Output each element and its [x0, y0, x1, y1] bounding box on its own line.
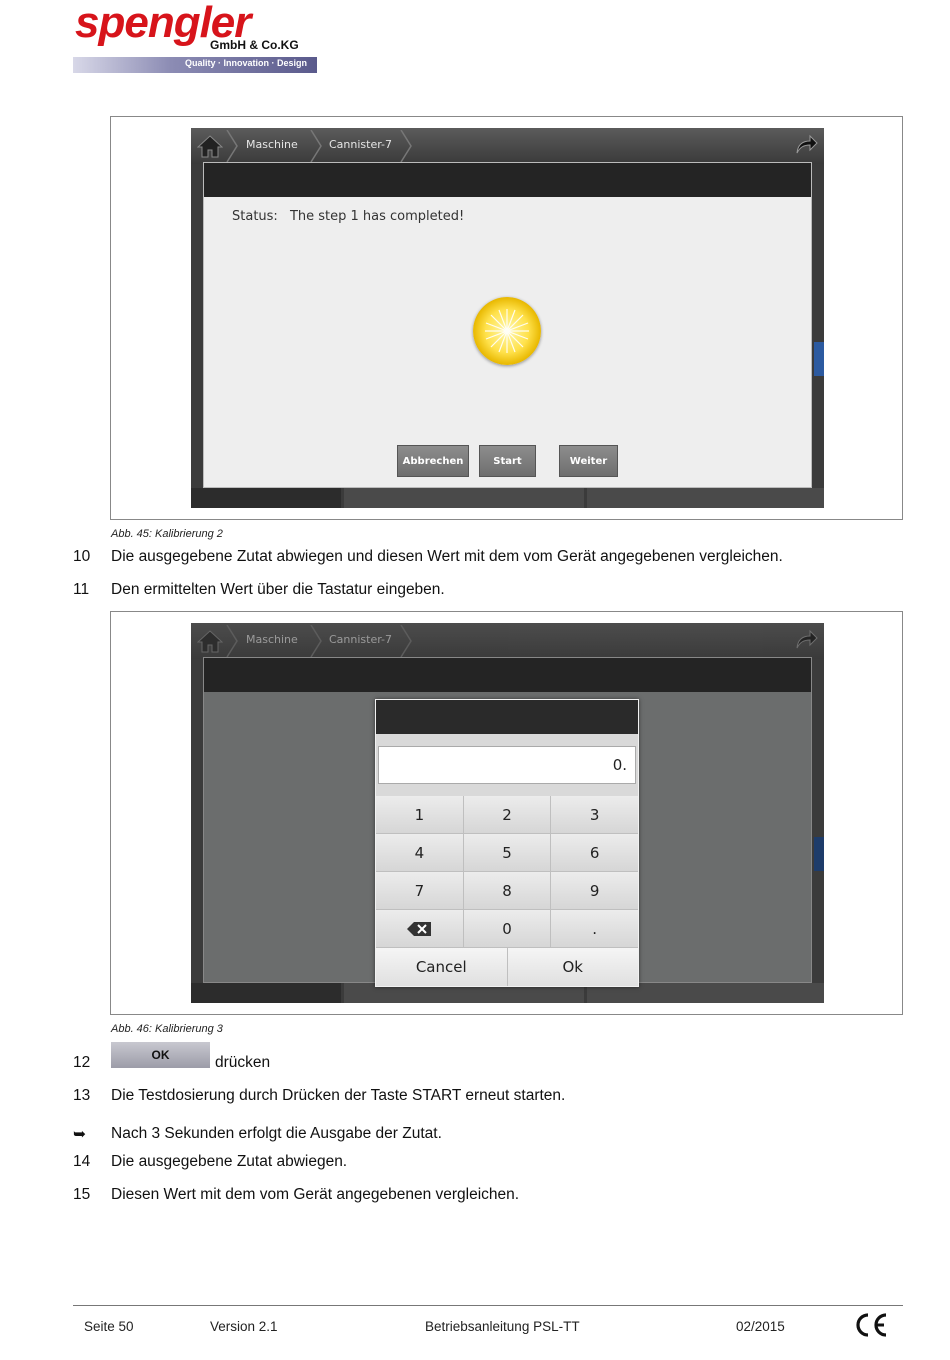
chevron-right-icon	[225, 130, 239, 162]
chevron-right-icon	[399, 130, 413, 162]
logo-wordmark: spengler	[75, 0, 251, 47]
step-text: Die ausgegebene Zutat abwiegen.	[111, 1153, 348, 1170]
key-1[interactable]: 1	[376, 796, 464, 833]
home-icon[interactable]	[197, 134, 223, 158]
key-8[interactable]: 8	[464, 872, 552, 909]
backspace-key[interactable]	[376, 910, 464, 947]
ce-mark-icon	[853, 1311, 889, 1339]
home-icon[interactable]	[197, 629, 223, 653]
dialog-header	[204, 658, 811, 692]
figure-caption: Abb. 45: Kalibrierung 2	[111, 528, 223, 540]
backspace-icon	[406, 921, 432, 937]
step-text: Die Testdosierung durch Drücken der Taste START erneut starten.	[111, 1087, 566, 1104]
step-text: Diesen Wert mit dem vom Gerät angegebenen vergleichen.	[111, 1186, 520, 1203]
device-screen	[191, 623, 824, 1003]
key-7[interactable]: 7	[376, 872, 464, 909]
chevron-right-icon	[309, 625, 323, 657]
back-arrow-icon[interactable]	[794, 628, 818, 652]
background-panel	[191, 488, 341, 508]
step-number: 15	[73, 1186, 91, 1203]
top-bar	[191, 128, 824, 164]
key-0[interactable]: 0	[464, 910, 552, 947]
result-arrow-icon: ➥	[73, 1126, 86, 1143]
dialog-header	[204, 163, 811, 197]
key-5[interactable]: 5	[464, 834, 552, 871]
step-number: 12	[73, 1054, 91, 1071]
chevron-right-icon	[309, 130, 323, 162]
footer-document: Betriebsanleitung PSL-TT	[425, 1319, 580, 1334]
background-panel	[191, 983, 341, 1003]
result-text: Nach 3 Sekunden erfolgt die Ausgabe der Zutat.	[111, 1125, 442, 1142]
step-text: Die ausgegebene Zutat abwiegen und diesen Wert mit dem vom Gerät angegebenen vergleichen.	[111, 548, 783, 565]
next-button[interactable]: Weiter	[559, 445, 618, 477]
step-number: 14	[73, 1153, 91, 1170]
progress-light-icon	[473, 297, 541, 365]
keypad-header	[376, 700, 638, 734]
status-label: Status:	[232, 209, 278, 224]
background-panel	[587, 488, 824, 508]
ok-button-image: OK	[111, 1042, 210, 1068]
back-arrow-icon[interactable]	[794, 133, 818, 157]
step-number: 13	[73, 1087, 91, 1104]
step-text: drücken	[215, 1054, 271, 1071]
breadcrumb-item[interactable]: Maschine	[246, 138, 298, 151]
side-accent	[814, 837, 824, 871]
logo-tagline: Quality · Innovation · Design	[184, 58, 307, 68]
key-6[interactable]: 6	[551, 834, 638, 871]
numeric-keypad	[375, 699, 639, 987]
top-bar	[191, 623, 824, 659]
calibration-dialog	[203, 162, 812, 488]
footer-divider	[73, 1305, 903, 1306]
figure-calibration-2	[110, 116, 903, 520]
breadcrumb-item[interactable]: Cannister-7	[329, 633, 393, 646]
key-9[interactable]: 9	[551, 872, 638, 909]
figure-calibration-3	[110, 611, 903, 1015]
keypad-cancel-button[interactable]: Cancel	[376, 948, 508, 986]
footer-page: Seite 50	[84, 1319, 134, 1334]
status-value: The step 1 has completed!	[289, 209, 465, 224]
keypad-ok-button[interactable]: Ok	[508, 948, 639, 986]
breadcrumb-item[interactable]: Maschine	[246, 633, 298, 646]
chevron-right-icon	[225, 625, 239, 657]
key-4[interactable]: 4	[376, 834, 464, 871]
device-screen	[191, 128, 824, 508]
start-button[interactable]: Start	[479, 445, 536, 477]
background-panel	[344, 488, 584, 508]
side-accent	[814, 342, 824, 376]
footer-date: 02/2015	[736, 1319, 785, 1334]
step-number: 10	[73, 548, 91, 565]
breadcrumb-item[interactable]: Cannister-7	[329, 138, 393, 151]
value-display[interactable]: 0.	[378, 746, 636, 784]
key-2[interactable]: 2	[464, 796, 552, 833]
logo-company: GmbH & Co.KG	[210, 38, 299, 52]
footer-version: Version 2.1	[210, 1319, 278, 1334]
key-3[interactable]: 3	[551, 796, 638, 833]
key-decimal[interactable]: .	[551, 910, 638, 947]
chevron-right-icon	[399, 625, 413, 657]
company-logo	[73, 2, 317, 72]
cancel-button[interactable]: Abbrechen	[397, 445, 469, 477]
status-line	[232, 209, 464, 224]
figure-caption: Abb. 46: Kalibrierung 3	[111, 1023, 223, 1035]
key-grid	[376, 796, 638, 986]
step-text: Den ermittelten Wert über die Tastatur eingeben.	[111, 581, 445, 598]
step-number: 11	[73, 581, 90, 598]
